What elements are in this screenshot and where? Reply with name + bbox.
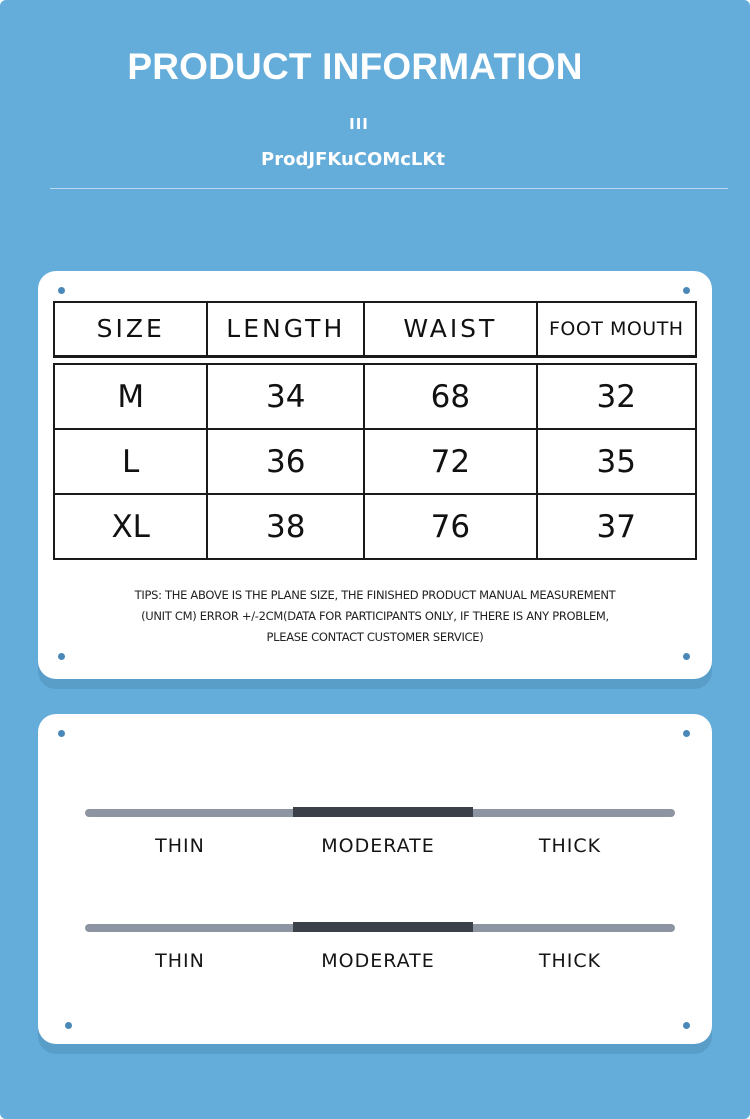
cell-foot-mouth: 35 xyxy=(537,429,696,494)
tips-line: PLEASE CONTACT CUSTOMER SERVICE) xyxy=(266,630,484,644)
cell-size: XL xyxy=(54,494,207,559)
cell-foot-mouth: 37 xyxy=(537,494,696,559)
cell-length: 34 xyxy=(207,364,364,429)
label-thick: THICK xyxy=(538,835,602,857)
thickness-bar xyxy=(85,807,675,817)
cell-foot-mouth: 32 xyxy=(537,364,696,429)
corner-dot xyxy=(683,653,690,660)
header xyxy=(0,0,750,200)
label-moderate: MODERATE xyxy=(321,835,435,857)
thickness-card xyxy=(38,714,712,1044)
size-tips xyxy=(98,585,652,648)
size-chart-card xyxy=(38,271,712,679)
tips-line: (UNIT CM) ERROR +/-2CM(DATA FOR PARTICIPANTS ONLY, IF THERE IS ANY PROBLEM, xyxy=(141,609,609,623)
thickness-labels xyxy=(85,835,675,859)
corner-dot xyxy=(683,1022,690,1029)
cell-waist: 76 xyxy=(364,494,536,559)
header-foot-mouth: FOOT MOUTH xyxy=(537,302,696,356)
header-size: SIZE xyxy=(54,302,207,356)
table-spacer xyxy=(54,356,696,364)
page-title: PRODUCT INFORMATION xyxy=(127,46,583,87)
thickness-bar xyxy=(85,922,675,932)
corner-dot xyxy=(683,730,690,737)
thickness-selected-segment xyxy=(293,807,473,817)
cell-size: L xyxy=(54,429,207,494)
tips-line: TIPS: THE ABOVE IS THE PLANE SIZE, THE FINISHED PRODUCT MANUAL MEASUREMENT xyxy=(134,588,616,602)
cell-length: 36 xyxy=(207,429,364,494)
corner-dot xyxy=(683,287,690,294)
table-row xyxy=(54,494,696,559)
label-thick: THICK xyxy=(538,950,602,972)
header-length: LENGTH xyxy=(207,302,364,356)
header-divider xyxy=(50,188,728,189)
label-thin: THIN xyxy=(155,950,205,972)
page-subtitle: ProdJFKuCOMcLKt xyxy=(261,149,445,170)
table-row xyxy=(54,429,696,494)
thickness-selected-segment xyxy=(293,922,473,932)
size-table xyxy=(53,301,697,560)
label-moderate: MODERATE xyxy=(321,950,435,972)
cell-length: 38 xyxy=(207,494,364,559)
cell-waist: 68 xyxy=(364,364,536,429)
header-mark: III xyxy=(349,115,369,133)
cell-size: M xyxy=(54,364,207,429)
cell-waist: 72 xyxy=(364,429,536,494)
table-header-row xyxy=(54,302,696,356)
corner-dot xyxy=(58,730,65,737)
corner-dot xyxy=(58,287,65,294)
label-thin: THIN xyxy=(155,835,205,857)
thickness-labels xyxy=(85,950,675,974)
corner-dot xyxy=(65,1022,72,1029)
corner-dot xyxy=(58,653,65,660)
header-waist: WAIST xyxy=(364,302,536,356)
table-row xyxy=(54,364,696,429)
